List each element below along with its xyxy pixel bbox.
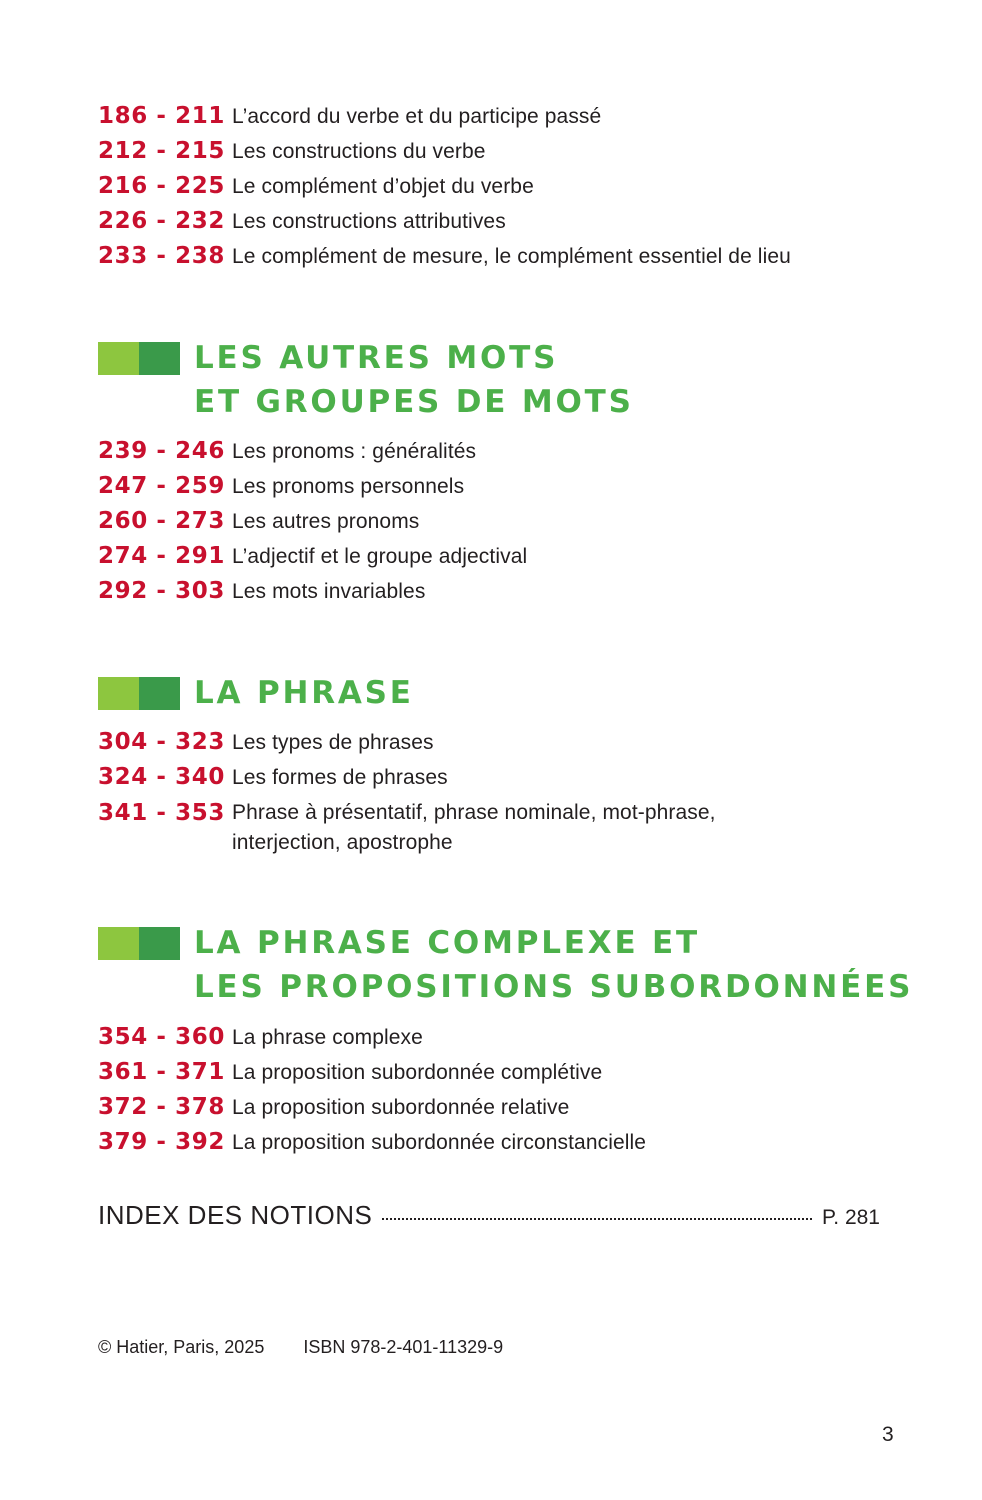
entry-label: La phrase complexe (232, 1026, 423, 1049)
entry-label: L’adjectif et le groupe adjectival (232, 545, 528, 568)
page-range: 239 - 246 (98, 438, 225, 464)
page-range: 341 - 353 (98, 800, 225, 826)
section-title-line: LA PHRASE COMPLEXE ET (194, 925, 700, 961)
page-range: 274 - 291 (98, 543, 225, 569)
entry-label-continued: interjection, apostrophe (232, 831, 453, 854)
page-range: 260 - 273 (98, 508, 225, 534)
toc-entry[interactable] (98, 207, 506, 237)
page-range: 216 - 225 (98, 173, 225, 199)
page-range: 361 - 371 (98, 1059, 225, 1085)
page-range: 324 - 340 (98, 764, 225, 790)
entry-label: Le complément de mesure, le complément essentiel de lieu (232, 245, 791, 268)
toc-entry[interactable] (98, 542, 527, 572)
copyright-text: © Hatier, Paris, 2025 (98, 1337, 265, 1357)
toc-entry[interactable] (98, 577, 425, 607)
page-range: 304 - 323 (98, 729, 225, 755)
entry-label: La proposition subordonnée relative (232, 1096, 570, 1119)
section-title-line: ET GROUPES DE MOTS (194, 384, 634, 420)
entry-label: Phrase à présentatif, phrase nominale, mot-phrase, (232, 801, 716, 824)
toc-entry[interactable] (98, 1023, 423, 1053)
section-title-line: LES AUTRES MOTS (194, 340, 559, 376)
section-marker-icon (98, 927, 180, 960)
entry-label: Les pronoms : généralités (232, 440, 477, 463)
entry-label: L’accord du verbe et du participe passé (232, 105, 602, 128)
index-title: INDEX DES NOTIONS (98, 1200, 373, 1230)
toc-entry[interactable] (98, 798, 716, 858)
toc-entry[interactable] (98, 1058, 602, 1088)
section-title-line: LES PROPOSITIONS SUBORDONNÉES (194, 969, 914, 1005)
isbn-text: ISBN 978-2-401-11329-9 (303, 1337, 504, 1357)
entry-label: Les formes de phrases (232, 766, 448, 789)
entry-label: Les autres pronoms (232, 510, 420, 533)
page-range: 292 - 303 (98, 578, 225, 604)
entry-label: Les constructions du verbe (232, 140, 486, 163)
entry-label: Les types de phrases (232, 731, 434, 754)
section-marker-icon (98, 342, 180, 375)
footer (98, 1337, 537, 1358)
page-range: 372 - 378 (98, 1094, 225, 1120)
toc-entry[interactable] (98, 507, 419, 537)
toc-entry[interactable] (98, 172, 534, 202)
toc-entry[interactable] (98, 437, 476, 467)
entry-label: Les mots invariables (232, 580, 426, 603)
toc-entry[interactable] (98, 137, 486, 167)
section-heading-phrase-complexe (98, 925, 913, 1009)
page-range: 233 - 238 (98, 243, 225, 269)
section-marker-icon (98, 677, 180, 710)
entry-label: Les pronoms personnels (232, 475, 465, 498)
section-heading-autres-mots (98, 340, 634, 424)
page-range: 247 - 259 (98, 473, 225, 499)
entry-label: La proposition subordonnée circonstancielle (232, 1131, 647, 1154)
toc-entry[interactable] (98, 242, 791, 272)
section-title-line: LA PHRASE (194, 675, 414, 711)
toc-entry[interactable] (98, 102, 601, 132)
section-heading-la-phrase (98, 675, 414, 715)
page-range: 354 - 360 (98, 1024, 225, 1050)
toc-entry[interactable] (98, 763, 448, 793)
entry-label: Les constructions attributives (232, 210, 506, 233)
page-range: 212 - 215 (98, 138, 225, 164)
toc-entry[interactable] (98, 1128, 646, 1158)
page-range: 226 - 232 (98, 208, 225, 234)
toc-entry[interactable] (98, 472, 464, 502)
dot-leader (382, 1217, 812, 1220)
page-number: 3 (882, 1423, 894, 1446)
toc-entry[interactable] (98, 1093, 569, 1123)
entry-label: La proposition subordonnée complétive (232, 1061, 603, 1084)
entry-label: Le complément d’objet du verbe (232, 175, 534, 198)
entry-label-block (232, 798, 716, 858)
index-page-number: P. 281 (821, 1206, 880, 1229)
toc-entry[interactable] (98, 728, 434, 758)
page-range: 379 - 392 (98, 1129, 225, 1155)
page-range: 186 - 211 (98, 103, 225, 129)
index-entry[interactable] (98, 1200, 880, 1231)
